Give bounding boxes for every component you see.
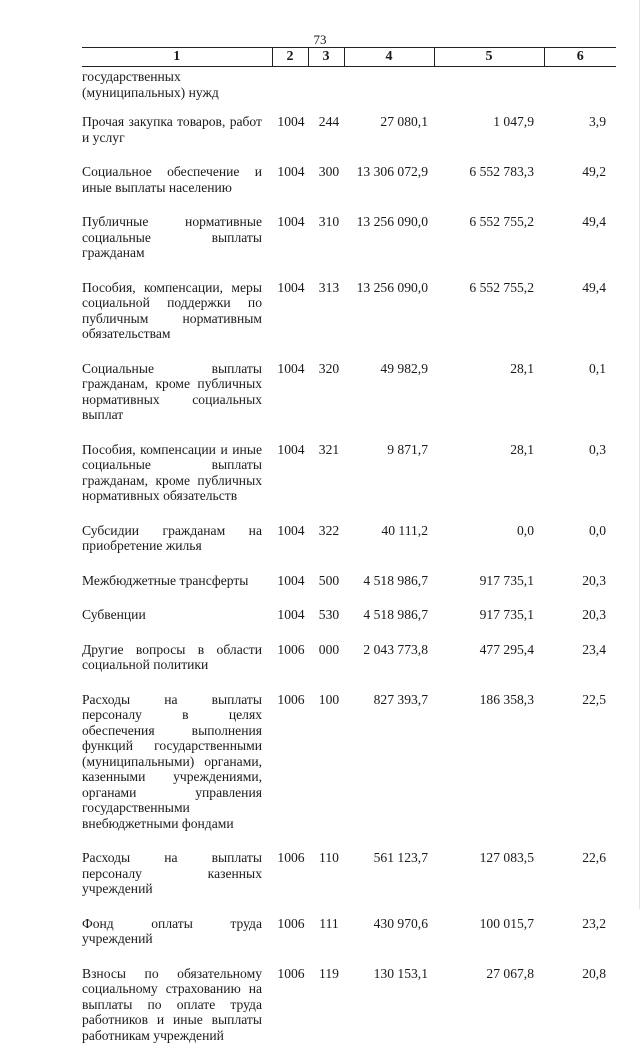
row-type-code: 530 [308,607,344,642]
row-name: Другие вопросы в области социальной политики [82,642,272,692]
row-percent: 22,5 [544,692,616,851]
column-header-5: 5 [434,48,544,67]
row-percent [544,67,616,115]
row-percent: 3,9 [544,114,616,164]
row-type-code: 500 [308,573,344,608]
row-executed-amount: 28,1 [434,442,544,523]
row-planned-amount: 430 970,6 [344,916,434,966]
table-row [82,67,616,115]
row-executed-amount: 186 358,3 [434,692,544,851]
table-row [82,692,616,851]
row-percent: 0,0 [544,523,616,573]
row-percent: 49,2 [544,164,616,214]
row-type-code: 119 [308,966,344,1062]
row-type-code: 321 [308,442,344,523]
row-name: Пособия, компенсации, меры социальной поддержки по публичным нормативным обязательствам [82,280,272,361]
row-percent: 0,1 [544,361,616,442]
row-planned-amount: 9 871,7 [344,442,434,523]
row-executed-amount: 6 552 755,2 [434,280,544,361]
row-type-code: 322 [308,523,344,573]
row-planned-amount: 13 306 072,9 [344,164,434,214]
row-percent: 20,3 [544,607,616,642]
row-percent: 0,3 [544,442,616,523]
row-name: Расходы на выплаты персоналу в целях обеспечения выполнения функций государственными (муниципальными) органами, казенными учреждениями, органами управления государственными внебюджетными фондами [82,692,272,851]
row-section-code: 1004 [272,114,308,164]
table-row [82,850,616,916]
row-section-code: 1004 [272,164,308,214]
column-header-3: 3 [308,48,344,67]
row-percent: 20,8 [544,966,616,1062]
page-number: 73 [0,33,640,47]
row-name: Расходы на выплаты персоналу казенных учреждений [82,850,272,916]
row-planned-amount: 13 256 090,0 [344,214,434,280]
row-planned-amount: 827 393,7 [344,692,434,851]
row-name: Пособия, компенсации и иные социальные выплаты гражданам, кроме публичных нормативных обязательств [82,442,272,523]
row-section-code: 1006 [272,850,308,916]
row-percent: 49,4 [544,214,616,280]
row-name: государственных (муниципальных) нужд [82,67,272,115]
table-row [82,523,616,573]
row-planned-amount: 27 080,1 [344,114,434,164]
column-header-4: 4 [344,48,434,67]
row-planned-amount: 4 518 986,7 [344,607,434,642]
table-row [82,916,616,966]
row-type-code: 244 [308,114,344,164]
row-planned-amount: 561 123,7 [344,850,434,916]
table-row [82,280,616,361]
table-row [82,573,616,608]
table-header-row [82,48,616,67]
row-planned-amount: 4 518 986,7 [344,573,434,608]
row-executed-amount: 0,0 [434,523,544,573]
row-section-code: 1004 [272,280,308,361]
row-type-code: 100 [308,692,344,851]
row-executed-amount: 917 735,1 [434,607,544,642]
row-type-code: 310 [308,214,344,280]
row-type-code: 313 [308,280,344,361]
row-name: Взносы по обязательному социальному страхованию на выплаты по оплате труда работников и иные выплаты работникам учреждений [82,966,272,1062]
row-section-code: 1006 [272,916,308,966]
row-section-code [272,67,308,115]
table-row [82,607,616,642]
row-name: Фонд оплаты труда учреждений [82,916,272,966]
row-executed-amount: 6 552 755,2 [434,214,544,280]
row-executed-amount: 28,1 [434,361,544,442]
column-header-2: 2 [272,48,308,67]
row-percent: 49,4 [544,280,616,361]
row-executed-amount: 27 067,8 [434,966,544,1062]
column-header-6: 6 [544,48,616,67]
row-planned-amount: 13 256 090,0 [344,280,434,361]
row-name: Субвенции [82,607,272,642]
row-type-code: 300 [308,164,344,214]
row-section-code: 1004 [272,361,308,442]
row-executed-amount: 917 735,1 [434,573,544,608]
row-type-code: 000 [308,642,344,692]
row-planned-amount: 40 111,2 [344,523,434,573]
row-section-code: 1004 [272,573,308,608]
row-name: Межбюджетные трансферты [82,573,272,608]
row-section-code: 1004 [272,214,308,280]
row-name: Публичные нормативные социальные выплаты гражданам [82,214,272,280]
row-type-code [308,67,344,115]
row-percent: 23,4 [544,642,616,692]
row-section-code: 1004 [272,523,308,573]
row-section-code: 1004 [272,607,308,642]
row-executed-amount: 1 047,9 [434,114,544,164]
row-executed-amount [434,67,544,115]
row-planned-amount: 130 153,1 [344,966,434,1062]
row-planned-amount: 2 043 773,8 [344,642,434,692]
row-section-code: 1004 [272,442,308,523]
table-row [82,214,616,280]
row-percent: 23,2 [544,916,616,966]
row-percent: 22,6 [544,850,616,916]
row-percent: 20,3 [544,573,616,608]
row-name: Социальное обеспечение и иные выплаты населению [82,164,272,214]
row-executed-amount: 477 295,4 [434,642,544,692]
table-row [82,966,616,1062]
row-executed-amount: 127 083,5 [434,850,544,916]
row-planned-amount [344,67,434,115]
column-header-1: 1 [82,48,272,67]
row-name: Социальные выплаты гражданам, кроме публичных нормативных социальных выплат [82,361,272,442]
row-name: Субсидии гражданам на приобретение жилья [82,523,272,573]
budget-table [82,47,616,1062]
table-row [82,642,616,692]
row-section-code: 1006 [272,642,308,692]
row-planned-amount: 49 982,9 [344,361,434,442]
row-section-code: 1006 [272,692,308,851]
table-body [82,67,616,1062]
row-executed-amount: 100 015,7 [434,916,544,966]
row-type-code: 111 [308,916,344,966]
row-name: Прочая закупка товаров, работ и услуг [82,114,272,164]
table-row [82,164,616,214]
table-row [82,442,616,523]
row-type-code: 320 [308,361,344,442]
row-type-code: 110 [308,850,344,916]
row-section-code: 1006 [272,966,308,1062]
table-row [82,114,616,164]
table-row [82,361,616,442]
row-executed-amount: 6 552 783,3 [434,164,544,214]
